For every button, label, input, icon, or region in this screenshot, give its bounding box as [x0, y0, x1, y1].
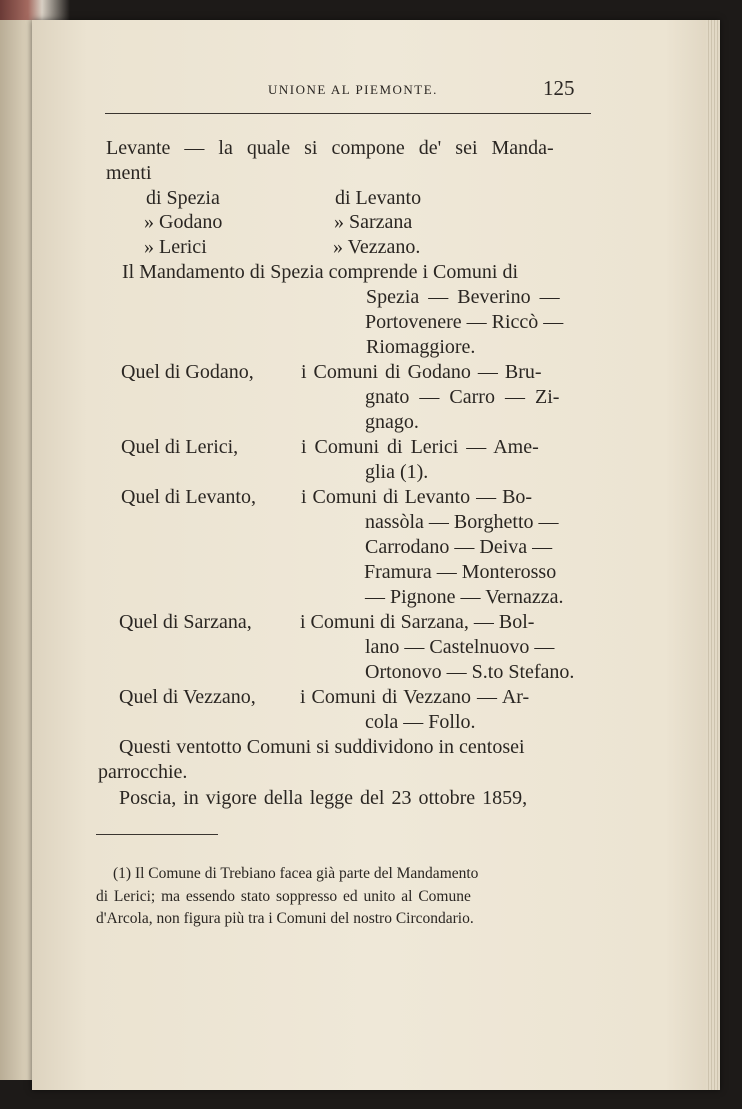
body-line: Quel di Levanto,: [121, 486, 256, 508]
header-rule: [105, 113, 591, 114]
running-head: UNIONE AL PIEMONTE.: [268, 82, 438, 97]
body-line: lano — Castelnuovo —: [365, 636, 555, 658]
body-line: cola — Follo.: [365, 711, 476, 733]
body-line: » Vezzano.: [333, 236, 421, 258]
body-line: Riomaggiore.: [366, 336, 476, 358]
body-line: » Sarzana: [334, 211, 413, 233]
body-line: Ortonovo — S.to Stefano.: [365, 661, 575, 683]
body-line: Levante — la quale si compone de' sei Manda-: [106, 137, 554, 159]
body-line: menti: [106, 162, 152, 184]
body-line: i Comuni di Godano — Bru-: [301, 361, 542, 383]
body-line: Questi ventotto Comuni si suddividono in centosei: [119, 736, 525, 758]
footnote-line: di Lerici; ma essendo stato soppresso ed unito al Comune: [96, 888, 471, 905]
footnote-rule: [96, 834, 218, 835]
body-line: — Pignone — Vernazza.: [365, 586, 564, 608]
body-line: Framura — Monterosso: [364, 561, 557, 583]
body-line: glia (1).: [365, 461, 429, 483]
body-line: i Comuni di Vezzano — Ar-: [300, 686, 530, 708]
body-line: Quel di Lerici,: [121, 436, 239, 458]
body-line: Quel di Vezzano,: [119, 686, 256, 708]
body-line: » Lerici: [144, 236, 207, 258]
book-page: [32, 20, 720, 1090]
library-stamp-fragment: [0, 0, 70, 22]
body-line: i Comuni di Lerici — Ame-: [301, 436, 539, 458]
body-line: di Spezia: [146, 187, 220, 209]
body-line: Portovenere — Riccò —: [365, 311, 564, 333]
body-line: Quel di Godano,: [121, 361, 254, 383]
page-number: 125: [543, 76, 575, 100]
body-line: gnago.: [365, 411, 419, 433]
body-line: Il Mandamento di Spezia comprende i Comuni di: [122, 261, 519, 283]
body-line: i Comuni di Levanto — Bo-: [301, 486, 533, 508]
body-line: Poscia, in vigore della legge del 23 ottobre 1859,: [119, 787, 528, 809]
body-line: Spezia — Beverino —: [366, 286, 560, 308]
body-line: » Godano: [144, 211, 223, 233]
body-line: i Comuni di Sarzana, — Bol-: [300, 611, 535, 633]
page-stack-edge: [706, 20, 720, 1090]
body-line: Quel di Sarzana,: [119, 611, 252, 633]
body-line: Carrodano — Deiva —: [365, 536, 553, 558]
footnote-line: d'Arcola, non figura più tra i Comuni del nostro Circondario.: [96, 910, 474, 927]
footnote-line: (1) Il Comune di Trebiano facea già parte del Mandamento: [113, 865, 479, 882]
body-line: di Levanto: [335, 187, 422, 209]
body-line: nassòla — Borghetto —: [365, 511, 559, 533]
body-line: gnato — Carro — Zi-: [365, 386, 560, 408]
body-line: parrocchie.: [98, 761, 188, 783]
